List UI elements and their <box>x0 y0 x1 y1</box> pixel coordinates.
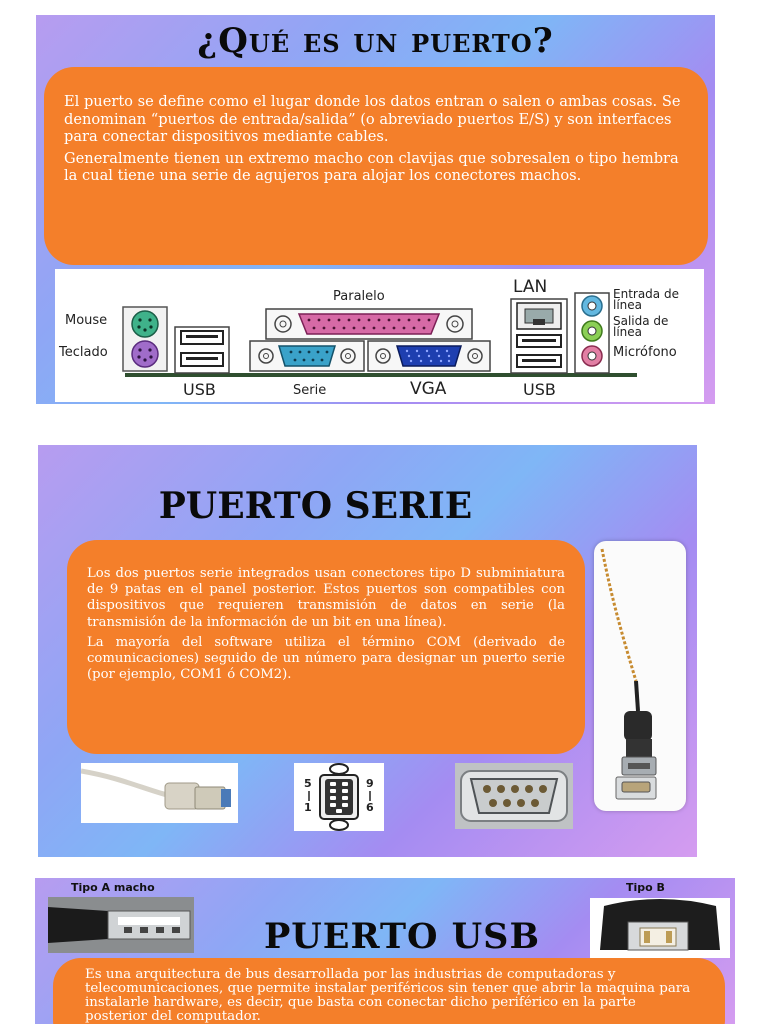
pin-label-5: 5 <box>304 777 312 790</box>
label-usb-left: USB <box>183 380 216 399</box>
slide-title: PUERTO SERIE <box>158 485 473 527</box>
label-vga: VGA <box>410 379 447 399</box>
definition-paragraph-1: El puerto se define como el lugar donde los datos entran o salen o ambas cosas. Se denominan “puertos de entrada/salida” (o abreviado puertos E/S) y son interfaces para conectar dispositivos mediante cables. <box>64 93 681 145</box>
label-paralelo: Paralelo <box>333 289 385 304</box>
pin-label-6: 6 <box>366 801 374 814</box>
serial-cable-photo <box>594 541 686 811</box>
ps2-keyboard-port <box>132 341 158 367</box>
label-lan: LAN <box>513 277 548 297</box>
serial-paragraph-2: La mayoría del software utiliza el término COM (derivado de comunicaciones) seguido de un número para designar un puerto serie (por ejemplo, COM1 ó COM2). <box>87 634 565 683</box>
usb-paragraph-1: Es una arquitectura de bus desarrollada por las industrias de computadoras y telecomunicaciones, que permite instalar periféricos sin tener que abrir la maquina para instalarle hardware, es decir, que basta con conectar dicho periférico en la parte posterior del computador. <box>85 967 691 1024</box>
slide-title: PUERTO USB <box>263 916 541 957</box>
serial-adapter-photo <box>81 763 238 823</box>
label-teclado: Teclado <box>59 345 108 360</box>
db9-pinout-diagram <box>294 763 384 831</box>
label-usb-right: USB <box>523 380 556 399</box>
serial-port <box>279 346 335 366</box>
usb-description-box <box>53 958 725 1024</box>
ps2-mouse-port <box>132 311 158 337</box>
db9-closeup-photo <box>455 763 573 829</box>
parallel-port <box>299 314 439 334</box>
label-microfono: Micrófono <box>613 345 677 360</box>
label-tipo-b: Tipo B <box>626 881 665 894</box>
slide-title: ¿Qué es un puerto? <box>197 21 554 61</box>
slide-puerto-serie <box>38 445 697 857</box>
label-serie: Serie <box>293 383 327 398</box>
definition-paragraph-2: Generalmente tienen un extremo macho con clavijas que sobresalen o tipo hembra la cual tiene una serie de agujeros para alojar los conectores machos. <box>64 149 679 184</box>
label-entrada-de-linea: Entrada de línea <box>613 287 679 312</box>
label-salida-de-linea: Salida de línea <box>613 314 669 339</box>
serial-paragraph-1: Los dos puertos serie integrados usan conectores tipo D subminiatura de 9 patas en el panel posterior. Estos puertos son compatibles con dispositivos que requieren transmisión de datos en serie (la transmisión de la información de un bit en una línea). <box>87 566 565 630</box>
serial-description-box <box>67 540 585 754</box>
port-panel-diagram <box>55 269 704 402</box>
usb-type-b-photo <box>590 898 730 958</box>
slide-puerto-usb <box>35 878 735 1024</box>
pin-label-9: 9 <box>366 777 374 790</box>
cable-illustration <box>594 541 686 811</box>
label-mouse: Mouse <box>65 313 108 328</box>
label-tipo-a-macho: Tipo A macho <box>71 881 155 894</box>
pin-label-1: 1 <box>304 801 312 814</box>
definition-box <box>44 67 708 265</box>
slide-que-es-un-puerto <box>36 15 715 404</box>
